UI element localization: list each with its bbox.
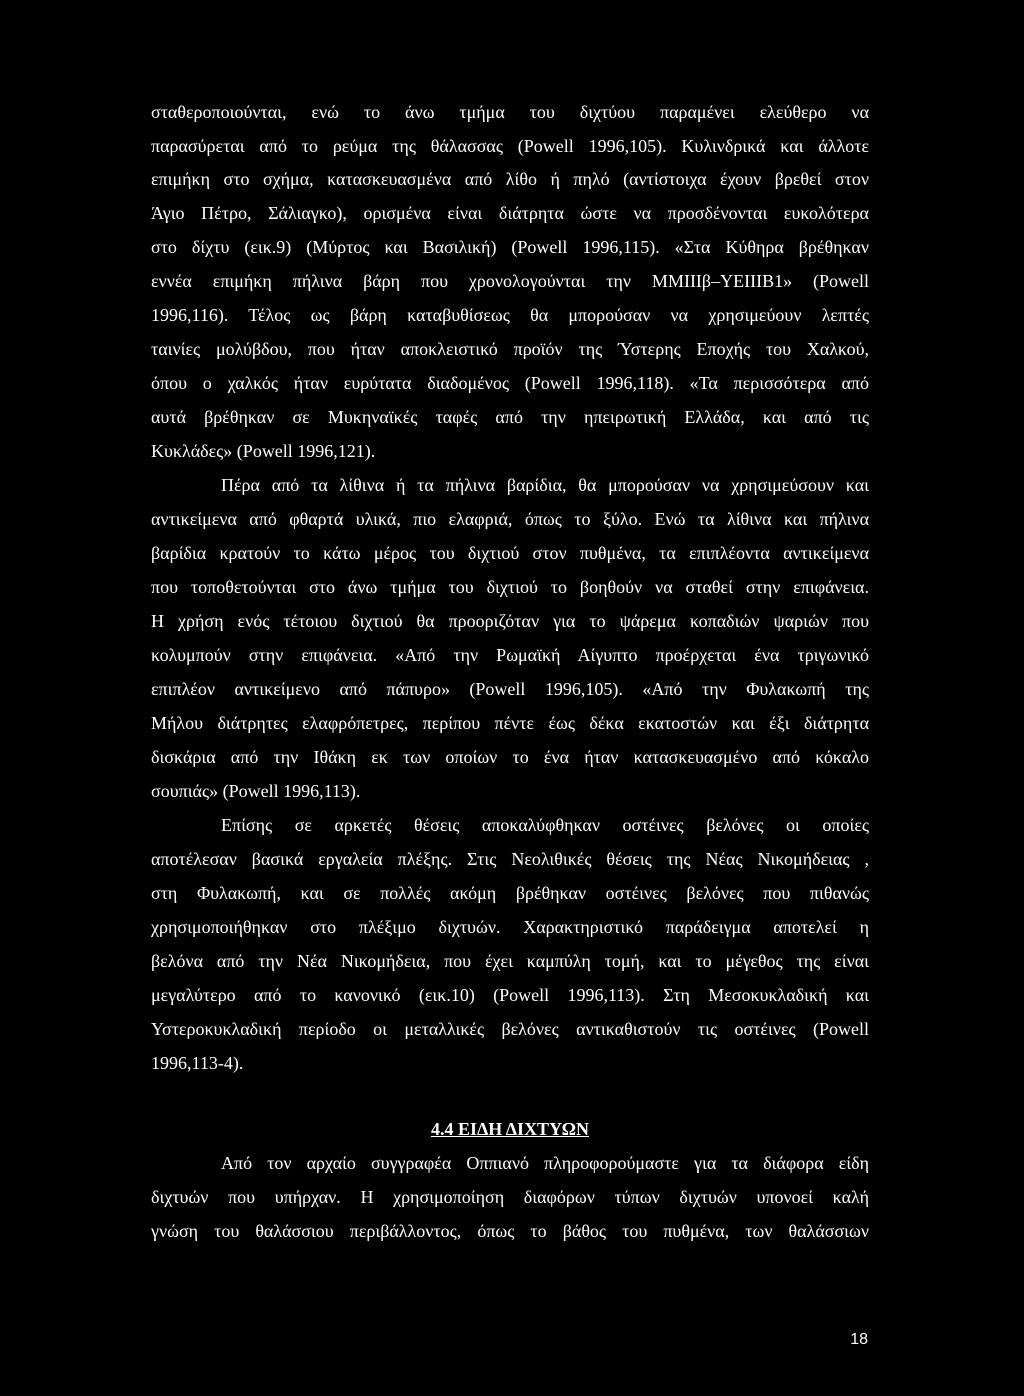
text-line: σουπιάς» (Powell 1996,113). <box>151 781 361 801</box>
text-line: Η χρήση ενός τέτοιου διχτιού θα προοριζόταν για το ψάρεμα κοπαδιών ψαριών που <box>151 611 869 631</box>
page-number: 18 <box>850 1331 868 1348</box>
text-line: σταθεροποιούνται, ενώ το άνω τμήμα του διχτύου παραμένει ελεύθερο να <box>151 102 869 122</box>
text-line: επιπλέον αντικείμενο από πάπυρο» (Powell 1996,105). «Από την Φυλακωπή της <box>151 679 869 699</box>
text-line: κολυμπούν στην επιφάνεια. «Από την Ρωμαϊκή Αίγυπτο προέρχεται ένα τριγωνικό <box>151 645 869 665</box>
text-line: δισκάρια από την Ιθάκη εκ των οποίων το ένα ήταν κατασκευασμένο από κόκαλο <box>151 747 869 767</box>
text-line: εννέα επιμήκη πήλινα βάρη που χρονολογούνται την ΜΜΙΙΙβ–ΥΕΙΙΙΒ1» (Powell <box>151 271 869 291</box>
text-line: στη Φυλακωπή, και σε πολλές ακόμη βρέθηκαν οστέινες βελόνες που πιθανώς <box>151 883 869 903</box>
text-line: στο δίχτυ (εικ.9) (Μύρτος και Βασιλική) (Powell 1996,115). «Στα Κύθηρα βρέθηκαν <box>151 237 869 257</box>
section-heading-text: 4.4 ΕΙΔΗ ΔΙΧΤΥΩΝ <box>430 1119 590 1139</box>
text-line: μεγαλύτερο από το κανονικό (εικ.10) (Powell 1996,113). Στη Μεσοκυκλαδική και <box>151 985 869 1005</box>
text-line: Μήλου διάτρητες ελαφρόπετρες, περίπου πέντε έως δέκα εκατοστών και έξι διάτρητα <box>151 713 869 733</box>
text-line: αντικείμενα από φθαρτά υλικά, πιο ελαφριά, όπως το ξύλο. Ενώ τα λίθινα και πήλινα <box>151 509 869 529</box>
text-line: όπου ο χαλκός ήταν ευρύτατα διαδομένος (Powell 1996,118). «Τα περισσότερα από <box>151 373 869 393</box>
text-line: Άγιο Πέτρο, Σάλιαγκο), ορισμένα είναι διάτρητα ώστε να προσδένονται ευκολότερα <box>151 203 869 223</box>
text-line: 1996,116). Τέλος ως βάρη καταβυθίσεως θα μπορούσαν να χρησιμεύουν λεπτές <box>151 305 869 325</box>
text-line: γνώση του θαλάσσιου περιβάλλοντος, όπως το βάθος του πυθμένα, των θαλάσσιων <box>151 1221 869 1241</box>
text-line: Πέρα από τα λίθινα ή τα πήλινα βαρίδια, θα μπορούσαν να χρησιμεύσουν και <box>221 475 869 495</box>
text-line: αυτά βρέθηκαν σε Μυκηναϊκές ταφές από την ηπειρωτική Ελλάδα, και από τις <box>151 407 869 427</box>
text-line: Επίσης σε αρκετές θέσεις αποκαλύφθηκαν οστέινες βελόνες οι οποίες <box>221 815 869 835</box>
text-line: παρασύρεται από το ρεύμα της θάλασσας (Powell 1996,105). Κυλινδρικά και άλλοτε <box>151 136 869 156</box>
text-line: βαρίδια κρατούν το κάτω μέρος του διχτιού στον πυθμένα, τα επιπλέοντα αντικείμενα <box>151 543 869 563</box>
text-line: επιμήκη στο σχήμα, κατασκευασμένα από λίθο ή πηλό (αντίστοιχα έχουν βρεθεί στον <box>151 169 869 189</box>
text-line: Υστεροκυκλαδική περίοδο οι μεταλλικές βελόνες αντικαθιστούν τις οστέινες (Powell <box>151 1019 869 1039</box>
text-line: χρησιμοποιήθηκαν στο πλέξιμο διχτυών. Χαρακτηριστικό παράδειγμα αποτελεί η <box>151 917 869 937</box>
text-line: που τοποθετούνται στο άνω τμήμα του διχτιού το βοηθούν να σταθεί στην επιφάνεια. <box>151 577 869 597</box>
text-line: βελόνα από την Νέα Νικομήδεια, που έχει καμπύλη τομή, και το μέγεθος της είναι <box>151 951 869 971</box>
text-line: 1996,113-4). <box>151 1053 244 1073</box>
section-heading <box>151 1114 869 1144</box>
text-line: ταινίες μολύβδου, που ήταν αποκλειστικό προϊόν της Ύστερης Εποχής του Χαλκού, <box>151 339 869 359</box>
text-line: αποτέλεσαν βασικά εργαλεία πλέξης. Στις Νεολιθικές θέσεις της Νέας Νικομήδειας , <box>151 849 869 869</box>
text-line: Κυκλάδες» (Powell 1996,121). <box>151 441 376 461</box>
text-line: διχτυών που υπήρχαν. Η χρησιμοποίηση διαφόρων τύπων διχτυών υπονοεί καλή <box>151 1187 869 1207</box>
text-line: Από τον αρχαίο συγγραφέα Οππιανό πληροφορούμαστε για τα διάφορα είδη <box>221 1153 869 1173</box>
